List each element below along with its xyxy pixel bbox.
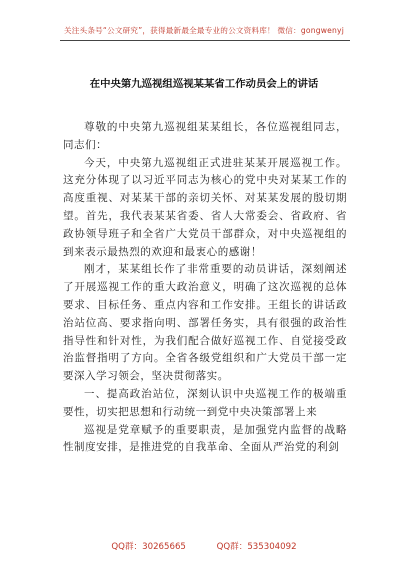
section-heading-1: 一、提高政治站位，深刻认识中央巡视工作的极端重要性，切实把思想和行动统一到党中央决策部署上来 (63, 387, 347, 418)
footer-qq-group-1: QQ群：30265665 (111, 542, 186, 552)
paragraph-2: 刚才，某某组长作了非常重要的动员讲话，深刻阐述了开展巡视工作的重大政治意义，明确了这次巡视的总体要求、目标任务、重点内容和工作安排。王组长的讲话政治站位高、要求指向明、部署任务实，具有很强的政治性指导性和针对性，为我们配合做好巡视工作、自觉接受政治监督指明了方向。全省各级党组织和广大党员干部一定要深入学习领会，坚决贯彻落实。 (63, 263, 347, 383)
paragraph-1: 今天，中央第九巡视组正式进驻某某开展巡视工作。这充分体现了以习近平同志为核心的党中央对某某工作的高度重视、对某某干部的亲切关怀、对某某发展的殷切期望。首先，我代表某某省委、省人大常委会、省政府、省政协领导班子和全省广大党员干部群众，对中央巡视组的到来表示最热烈的欢迎和最衷心的感谢！ (63, 156, 347, 258)
header-banner: 关注头条号“公文研究”，获得最新最全最专业的公文资料库！ 微信：gongwenyj (63, 26, 345, 35)
salutation: 尊敬的中央第九巡视组某某组长，各位巡视组同志，同志们： (63, 121, 347, 151)
footer-qq-group-2: QQ群：535304092 (216, 542, 297, 552)
document-body (63, 119, 347, 457)
document-title: 在中央第九巡视组巡视某某省工作动员会上的讲话 (89, 78, 319, 90)
paragraph-3: 巡视是党章赋予的重要职责，是加强党内监督的战略性制度安排，是推进党的自我革命、全面从严治党的利剑 (63, 423, 347, 454)
header-divider (60, 40, 350, 41)
footer (0, 540, 408, 552)
